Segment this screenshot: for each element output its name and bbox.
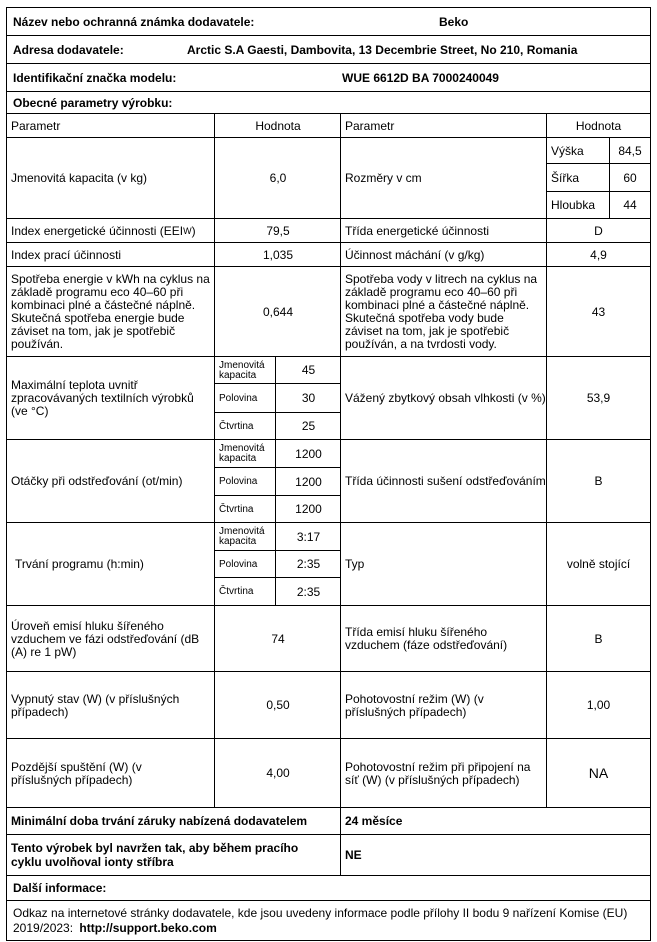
depth-label: Hloubka [546,191,610,219]
type-value: volně stojící [546,522,650,606]
silver-label: Tento výrobek byl navržen tak, aby během pracího cyklu uvolňoval ionty stříbra [11,841,299,869]
spin-class-value: B [546,439,650,523]
noise-class-value: B [546,605,650,672]
spin-half-value: 1200 [275,467,341,496]
width-label: Šířka [546,163,610,192]
temperature-half-value: 30 [275,383,341,413]
duration-quarter-value: 2:35 [275,577,341,606]
spin-quarter-value: 1200 [275,495,341,523]
rinse-label: Účinnost máchání (v g/kg) [340,242,547,267]
duration-quarter-label: Čtvrtina [214,577,276,606]
dimensions-label: Rozměry v cm [340,137,547,219]
energy-class-value: D [546,218,650,243]
off-mode-label: Vypnutý stav (W) (v příslušných případech) [7,671,215,739]
silver-value: NE [340,835,650,875]
capacity-label: Jmenovitá kapacita (v kg) [7,137,215,219]
energy-class-label: Třída energetické účinnosti [340,218,547,243]
warranty-label: Minimální doba trvání záruky nabízená dodavatelem [11,813,308,828]
water-consumption-value: 43 [546,266,650,357]
rinse-value: 4,9 [546,242,650,267]
height-label: Výška [546,137,610,164]
model-row [7,64,650,92]
type-label: Typ [340,522,547,606]
moisture-label: Vážený zbytkový obsah vlhkosti (v %) [340,356,547,440]
spin-class-label: Třída účinnosti sušení odstřeďováním [340,439,547,523]
col-header-param-1: Parametr [11,118,61,133]
supplier-label: Název nebo ochranná známka dodavatele: [13,14,255,29]
temperature-full-value: 45 [275,356,341,384]
duration-full-label: Jmenovitá kapacita [214,522,276,551]
parameters-table [7,114,650,808]
spin-full-label: Jmenovitá kapacita [214,439,276,468]
energy-info-sheet [6,7,651,941]
temperature-quarter-label: Čtvrtina [214,412,276,440]
capacity-value: 6,0 [214,137,341,219]
general-title: Obecné parametry výrobku: [13,95,173,110]
model-value: WUE 6612D BA 7000240049 [342,70,499,85]
supplier-row [7,8,650,36]
support-link[interactable]: http://support.beko.com [79,921,217,935]
address-value: Arctic S.A Gaesti, Dambovita, 13 Decembrie Street, No 210, Romania [187,42,578,57]
duration-full-value: 3:17 [275,522,341,551]
depth-value: 44 [609,191,650,219]
model-label: Identifikační značka modelu: [13,70,177,85]
network-standby-value: NA [546,738,650,808]
duration-label: Trvání programu (h:min) [7,522,215,606]
temperature-quarter-value: 25 [275,412,341,440]
off-mode-value: 0,50 [214,671,341,739]
noise-label: Úroveň emisí hluku šířeného vzduchem ve fázi odstřeďování (dB (A) re 1 pW) [7,605,215,672]
col-header-value-1: Hodnota [214,114,341,138]
water-consumption-label: Spotřeba vody v litrech na cyklus na základě programu eco 40–60 při kombinaci plné a částečné náplně. Skutečná spotřeba vody bude záviset na tom, jak je spotřebič používán, a na tvrdosti vody. [340,266,547,357]
moisture-value: 53,9 [546,356,650,440]
temperature-half-label: Polovina [214,383,276,413]
wash-index-label: Index prací účinnosti [7,242,215,267]
supplier-value: Beko [439,14,469,29]
standby-value: 1,00 [546,671,650,739]
warranty-row [7,808,650,835]
spin-quarter-label: Čtvrtina [214,495,276,523]
warranty-value: 24 měsíce [340,808,650,834]
eei-value: 79,5 [214,218,341,243]
height-value: 84,5 [609,137,650,164]
silver-row [7,835,650,876]
width-value: 60 [609,163,650,192]
network-standby-label: Pohotovostní režim při připojení na síť (W) (v příslušných případech) [340,738,547,808]
spin-speed-label: Otáčky při odstřeďování (ot/min) [7,439,215,523]
noise-value: 74 [214,605,341,672]
col-header-param-2: Parametr [340,114,547,138]
more-info-row [7,901,650,940]
wash-index-value: 1,035 [214,242,341,267]
energy-consumption-value: 0,644 [214,266,341,357]
spin-half-label: Polovina [214,467,276,496]
temperature-label: Maximální teplota uvnitř zpracovávaných textilních výrobků (ve °C) [7,356,215,440]
delay-start-label: Pozdější spuštění (W) (v příslušných případech) [7,738,215,808]
more-info-title-row [7,876,650,901]
duration-half-label: Polovina [214,550,276,578]
eei-label: Index energetické účinnosti (EEI W ) [7,218,215,243]
col-header-value-2: Hodnota [546,114,650,138]
standby-label: Pohotovostní režim (W) (v příslušných případech) [340,671,547,739]
temperature-full-label: Jmenovitá kapacita [214,356,276,384]
delay-start-value: 4,00 [214,738,341,808]
spin-full-value: 1200 [275,439,341,468]
more-info-text: Odkaz na internetové stránky dodavatele, kde jsou uvedeny informace podle přílohy II bodu 9 nařízení Komise (EU) 2019/2023: [13,906,628,935]
energy-consumption-label: Spotřeba energie v kWh na cyklus na základě programu eco 40–60 při kombinaci plné a částečné náplně. Skutečná spotřeba energie bude záviset na tom, jak je spotřebič používán. [7,266,215,357]
general-title-row [7,92,650,114]
address-label: Adresa dodavatele: [13,42,124,57]
address-row [7,36,650,64]
noise-class-label: Třída emisí hluku šířeného vzduchem (fáze odstřeďování) [340,605,547,672]
duration-half-value: 2:35 [275,550,341,578]
more-info-title: Další informace: [13,881,107,895]
